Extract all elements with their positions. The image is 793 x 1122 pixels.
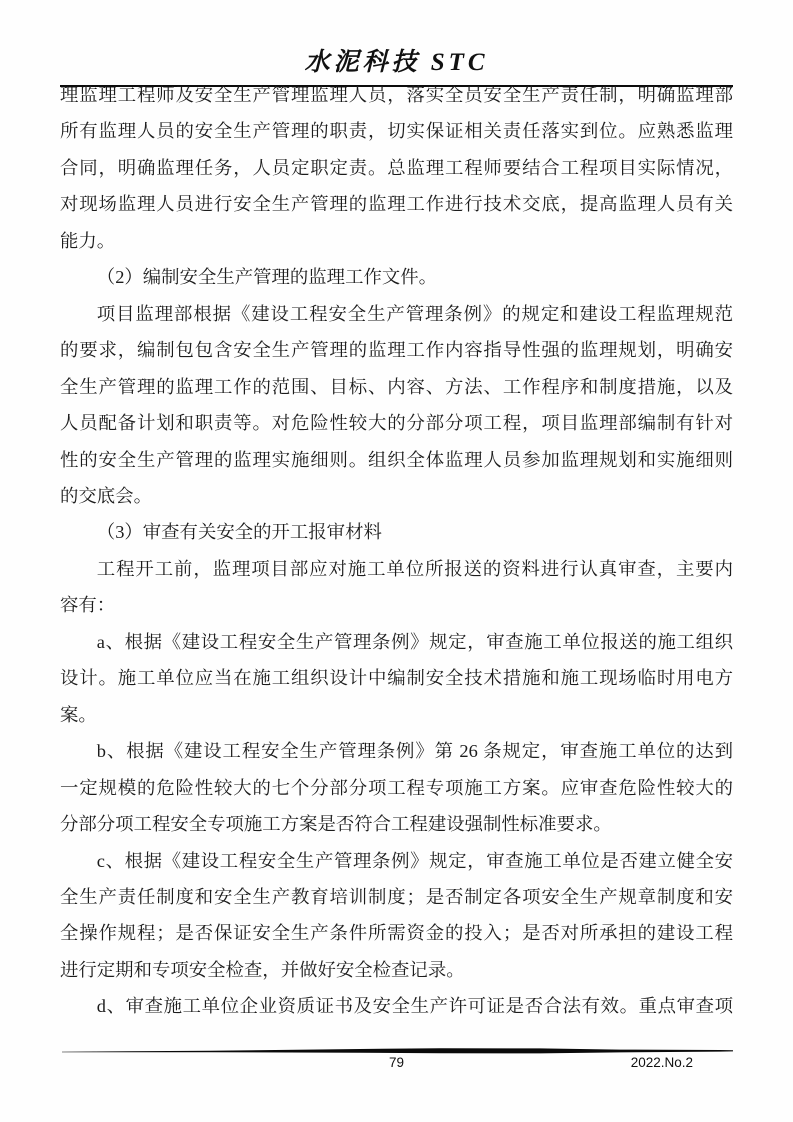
text-line: 能力。: [60, 230, 116, 251]
text-line: （3）审查有关安全的开工报审材料: [96, 522, 382, 543]
text-line: 进行定期和专项安全检查，并做好安全检查记录。: [60, 959, 465, 980]
issue-label: 2022.No.2: [630, 1055, 693, 1070]
text-line: 人员配备计划和职责等。对危险性较大的分部分项工程，项目监理部编制有针对: [60, 413, 733, 434]
text-line: 全生产管理的监理工作的范围、目标、内容、方法、工作程序和制度措施，以及: [60, 376, 733, 397]
text-line: 分部分项工程安全专项施工方案是否符合工程建设强制性标准要求。: [60, 814, 612, 835]
text-line: c、根据《建设工程安全生产管理条例》规定，审查施工单位是否建立健全安: [96, 850, 733, 871]
text-line: 设计。施工单位应当在施工组织设计中编制安全技术措施和施工现场临时用电方: [60, 668, 733, 689]
text-line: 的要求，编制包包含安全生产管理的监理工作内容指导性强的监理规划，明确安: [60, 340, 733, 361]
journal-title: 水泥科技 STC: [304, 49, 489, 76]
text-line: 的交底会。: [60, 485, 152, 506]
document-body: [60, 77, 733, 1025]
text-line: 工程开工前，监理项目部应对施工单位所报送的资料进行认真审查，主要内: [96, 558, 733, 579]
text-line: （2）编制安全生产管理的监理工作文件。: [96, 267, 438, 288]
text-line: 项目监理部根据《建设工程安全生产管理条例》的规定和建设工程监理规范: [96, 303, 733, 324]
text-line: 全生产责任制度和安全生产教育培训制度；是否制定各项安全生产规章制度和安: [60, 886, 733, 907]
text-line: 容有：: [60, 595, 116, 616]
text-line: a、根据《建设工程安全生产管理条例》规定，审查施工单位报送的施工组织: [96, 631, 733, 652]
text-line: 合同，明确监理任务，人员定职定责。总监理工程师要结合工程项目实际情况，: [60, 157, 733, 178]
text-line: 一定规模的危险性较大的七个分部分项工程专项施工方案。应审查危险性较大的: [60, 777, 733, 798]
text-line: 所有监理人员的安全生产管理的职责，切实保证相关责任落实到位。应熟悉监理: [60, 121, 733, 142]
text-line: d、审查施工单位企业资质证书及安全生产许可证是否合法有效。重点审查项: [96, 996, 733, 1017]
text-line: 全操作规程；是否保证安全生产条件所需资金的投入；是否对所承担的建设工程: [60, 923, 733, 944]
text-line: 性的安全生产管理的监理实施细则。组织全体监理人员参加监理规划和实施细则: [60, 449, 733, 470]
text-line: 对现场监理人员进行安全生产管理的监理工作进行技术交底，提高监理人员有关: [60, 194, 733, 215]
text-line: b、根据《建设工程安全生产管理条例》第 26 条规定，审查施工单位的达到: [96, 741, 733, 762]
text-line: 案。: [60, 704, 97, 725]
text-line: 理监理工程师及安全生产管理监理人员，落实全员安全生产责任制，明确监理部: [60, 85, 733, 105]
page-footer: [60, 1055, 733, 1075]
footer-rule: [60, 1047, 733, 1055]
page-number: 79: [388, 1055, 405, 1070]
